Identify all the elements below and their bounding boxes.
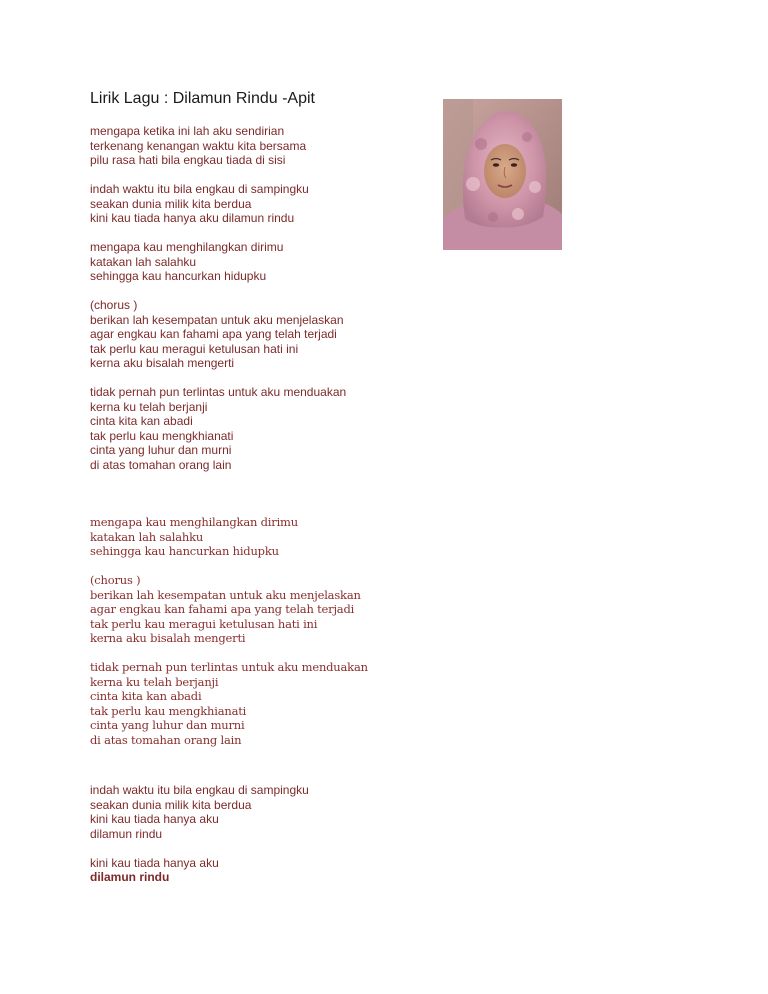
portrait-image: [443, 99, 562, 250]
lyric-line: kerna aku bisalah mengerti: [90, 631, 246, 645]
lyric-line-bold: dilamun rindu: [90, 870, 170, 884]
lyrics-part-1: [90, 124, 420, 472]
lyric-line: mengapa kau menghilangkan dirimu: [90, 515, 298, 529]
lyrics-part-2: [90, 515, 420, 747]
lyric-line: mengapa kau menghilangkan dirimu: [90, 240, 284, 254]
lyric-line: tak perlu kau meragui ketulusan hati ini: [90, 616, 318, 631]
stanza: [90, 385, 420, 472]
lyric-line: (chorus ): [90, 298, 138, 312]
lyric-line: indah waktu itu bila engkau di sampingku: [90, 182, 309, 196]
lyric-line: sehingga kau hancurkan hidupku: [90, 544, 279, 558]
lyric-line: cinta kita kan abadi: [90, 414, 193, 428]
stanza: [90, 124, 420, 168]
stanza: [90, 240, 420, 284]
lyric-line: kerna ku telah berjanji: [90, 674, 219, 689]
lyric-line: sehingga kau hancurkan hidupku: [90, 269, 267, 283]
lyric-line: kerna ku telah berjanji: [90, 399, 208, 414]
lyric-line: kerna aku bisalah mengerti: [90, 356, 235, 370]
lyric-line: (chorus ): [90, 573, 141, 587]
singer-photo: [443, 99, 562, 250]
lyric-line: cinta yang luhur dan murni: [90, 443, 232, 457]
lyric-line: agar engkau kan fahami apa yang telah terjadi: [90, 602, 355, 616]
lyrics-part-3: [90, 783, 420, 885]
lyric-line: di atas tomahan orang lain: [90, 732, 242, 747]
lyric-line: cinta yang luhur dan murni: [90, 718, 245, 732]
lyric-line: cinta kita kan abadi: [90, 689, 202, 703]
stanza: [90, 515, 420, 559]
lyric-line: tak perlu kau mengkhianati: [90, 428, 234, 443]
stanza: [90, 182, 420, 226]
stanza: [90, 783, 420, 841]
spacer: [90, 747, 420, 783]
stanza: [90, 856, 420, 885]
lyric-line: kini kau tiada hanya aku: [90, 855, 219, 870]
lyric-line: kini kau tiada hanya aku: [90, 812, 219, 826]
lyric-line: dilamun rindu: [90, 826, 163, 841]
lyric-line: tidak pernah pun terlintas untuk aku menduakan: [90, 385, 347, 399]
lyric-line: berikan lah kesempatan untuk aku menjelaskan: [90, 587, 361, 602]
lyric-line: kini kau tiada hanya aku dilamun rindu: [90, 211, 295, 225]
lyric-line: seakan dunia milik kita berdua: [90, 196, 252, 211]
lyric-line: katakan lah salahku: [90, 529, 204, 544]
song-title: Lirik Lagu : Dilamun Rindu -Apit: [90, 90, 315, 107]
lyric-line: agar engkau kan fahami apa yang telah terjadi: [90, 327, 337, 341]
lyric-line: seakan dunia milik kita berdua: [90, 797, 252, 812]
lyric-line: katakan lah salahku: [90, 254, 197, 269]
lyrics-body: [90, 124, 420, 885]
lyric-line: indah waktu itu bila engkau di sampingku: [90, 783, 309, 797]
stanza: [90, 660, 420, 747]
lyric-line: terkenang kenangan waktu kita bersama: [90, 138, 307, 153]
lyric-line: berikan lah kesempatan untuk aku menjelaskan: [90, 312, 344, 327]
spacer: [90, 472, 420, 515]
lyric-line: di atas tomahan orang lain: [90, 457, 232, 472]
lyric-line: pilu rasa hati bila engkau tiada di sisi: [90, 153, 286, 167]
stanza: [90, 573, 420, 646]
lyric-line: tak perlu kau meragui ketulusan hati ini: [90, 341, 299, 356]
lyric-line: mengapa ketika ini lah aku sendirian: [90, 124, 285, 138]
stanza: [90, 298, 420, 371]
lyric-line: tidak pernah pun terlintas untuk aku menduakan: [90, 660, 368, 674]
lyric-line: tak perlu kau mengkhianati: [90, 703, 247, 718]
